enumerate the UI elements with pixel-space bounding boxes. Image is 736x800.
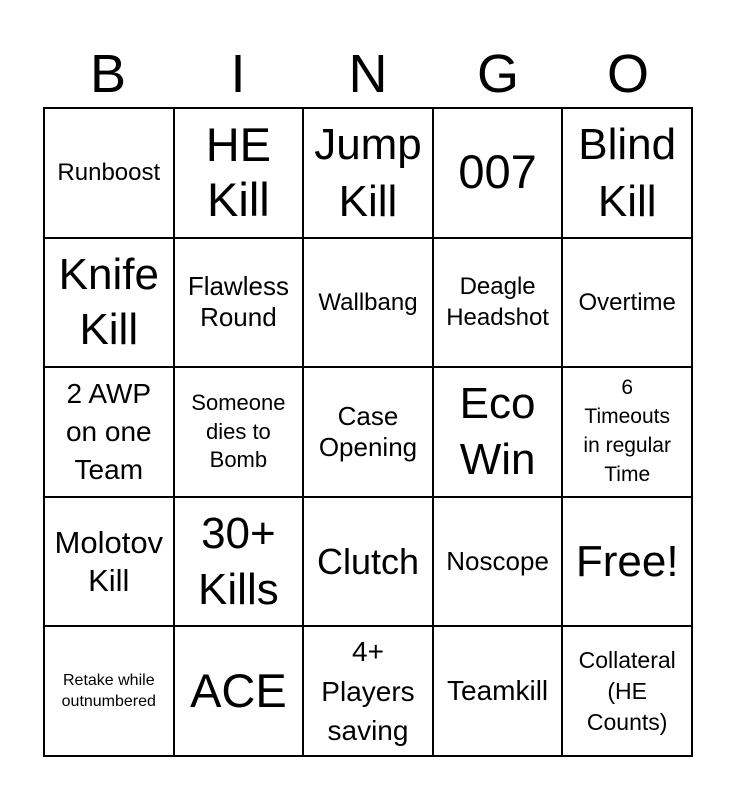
bingo-cell-clutch[interactable] [303,497,433,627]
cell-label: 2 AWP on one Team [65,378,152,485]
bingo-cell-6-timeouts[interactable] [562,367,692,497]
bingo-cell-wallbang[interactable] [303,238,433,368]
cell-label: 30+ Kills [198,508,279,614]
bingo-cell-teamkill[interactable] [433,626,563,756]
cell-label: Free! [575,537,679,586]
header-letter-g: G [476,44,519,104]
cell-label: Noscope [446,546,549,576]
bingo-header [43,40,693,108]
cell-label: Someone dies to Bomb [191,390,286,473]
cell-label: Runboost [57,159,161,187]
cell-label: Deagle Headshot [446,273,549,332]
bingo-cell-retake[interactable] [44,626,174,756]
bingo-cell-noscope[interactable] [433,497,563,627]
cell-label: 4+ Players saving [321,636,415,746]
bingo-cell-007[interactable] [433,108,563,238]
cell-label: Flawless Round [187,271,289,333]
cell-label: Overtime [578,288,676,316]
bingo-cell-molotov-kill[interactable] [44,497,174,627]
bingo-cell-ace[interactable] [174,626,304,756]
cell-label: Knife Kill [58,249,159,355]
cell-label: HE Kill [205,117,272,226]
bingo-cell-30-kills[interactable] [174,497,304,627]
cell-label: Blind Kill [578,119,677,226]
bingo-cell-overtime[interactable] [562,238,692,368]
bingo-cell-runboost[interactable] [44,108,174,238]
cell-label: 007 [458,145,537,199]
header-letter-i: I [230,44,246,104]
cell-label: Teamkill [447,675,549,707]
cell-label: Molotov Kill [54,525,164,598]
bingo-grid [43,107,693,757]
cell-label: Wallbang [318,288,418,316]
bingo-cell-collateral[interactable] [562,626,692,756]
header-letter-b: B [89,44,127,104]
cell-label: Eco Win [459,379,536,484]
bingo-cell-jump-kill[interactable] [303,108,433,238]
bingo-cell-knife-kill[interactable] [44,238,174,368]
cell-label: Case Opening [318,400,418,462]
bingo-cell-case-opening[interactable] [303,367,433,497]
cell-label: 6 Timeouts in regular Time [583,376,671,486]
bingo-cell-deagle-headshot[interactable] [433,238,563,368]
header-letter-n: N [348,44,388,104]
cell-label: ACE [190,663,287,717]
cell-label: Clutch [316,541,420,582]
bingo-cell-he-kill[interactable] [174,108,304,238]
cell-label: Jump Kill [314,119,422,226]
bingo-cell-4-players-saving[interactable] [303,626,433,756]
bingo-cell-bomb-death[interactable] [174,367,304,497]
bingo-cell-flawless-round[interactable] [174,238,304,368]
bingo-cell-blind-kill[interactable] [562,108,692,238]
header-letter-o: O [606,44,649,104]
bingo-cell-2-awp[interactable] [44,367,174,497]
bingo-cell-free[interactable] [562,497,692,627]
cell-label: Retake while outnumbered [61,672,156,711]
cell-label: Collateral (HE Counts) [578,646,676,735]
bingo-cell-eco-win[interactable] [433,367,563,497]
